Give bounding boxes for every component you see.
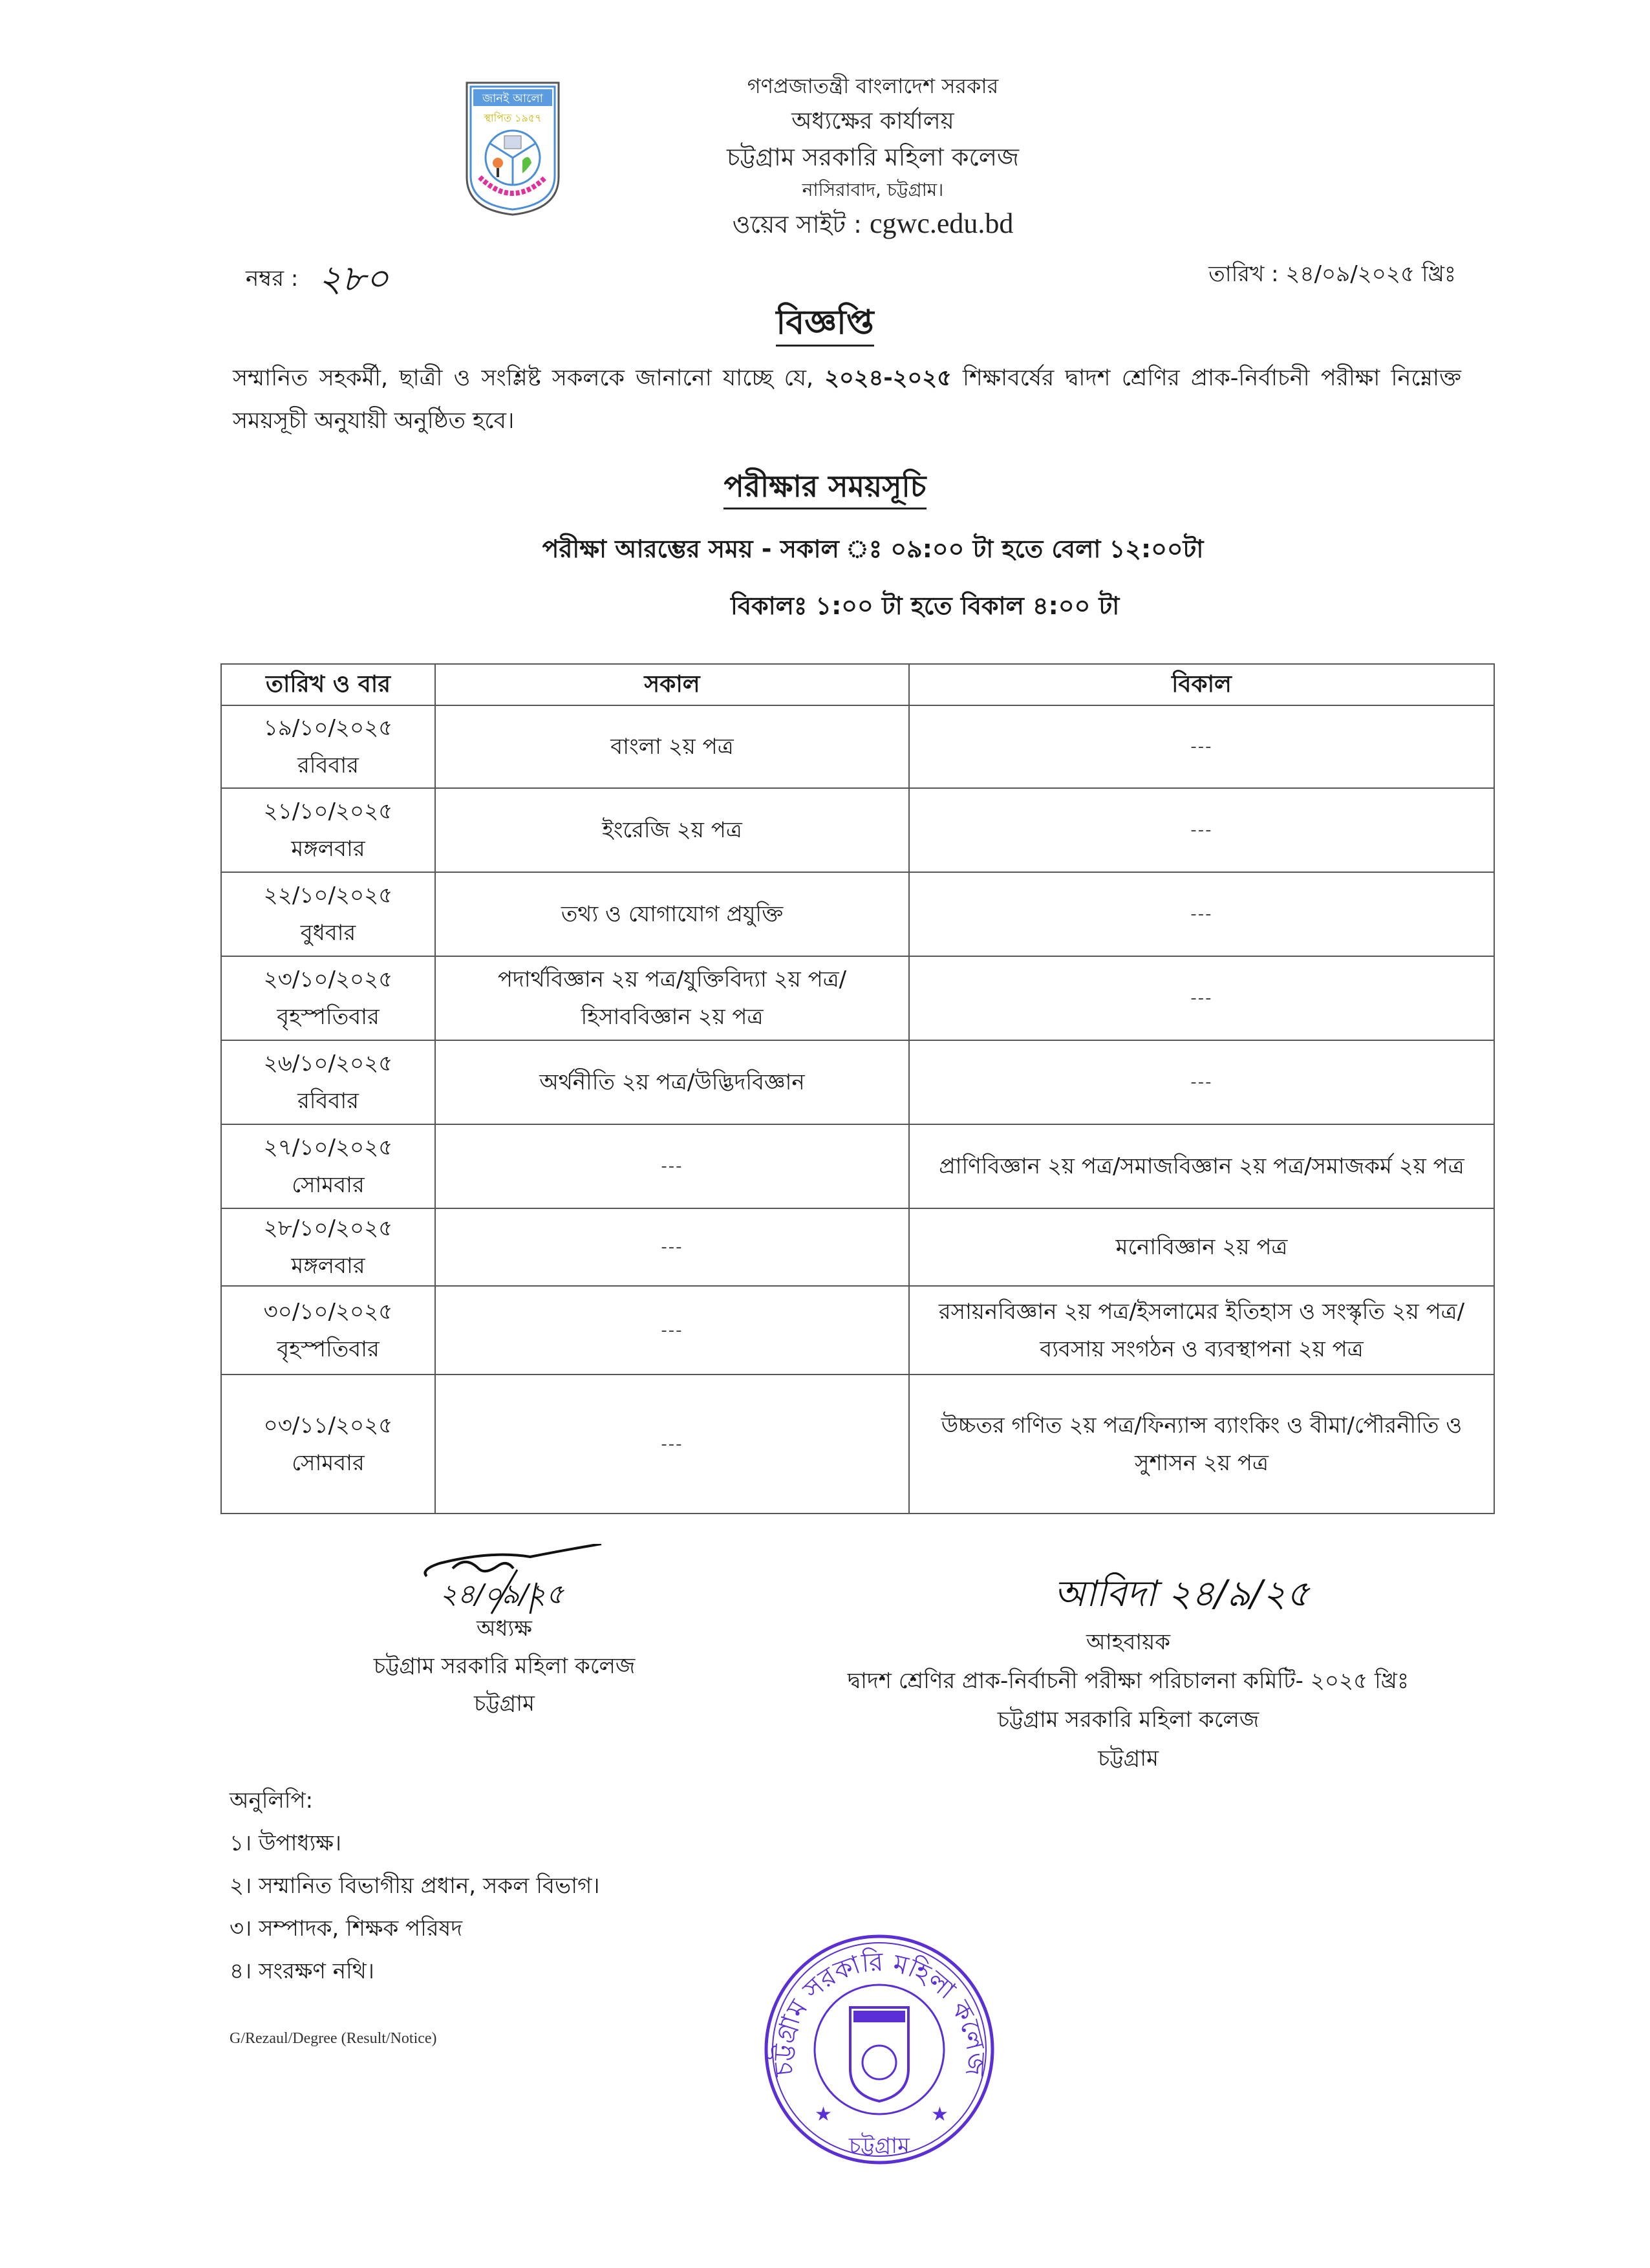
exam-day: বৃহস্পতিবার	[277, 1004, 380, 1030]
cell-morning-subject: পদার্থবিজ্ঞান ২য় পত্র/যুক্তিবিদ্যা ২য় পত্র/হিসাববিজ্ঞান ২য় পত্র	[435, 956, 909, 1040]
cc-item: ২। সম্মানিত বিভাগীয় প্রধান, সকল বিভাগ।	[230, 1873, 600, 1899]
cell-morning-subject: ---	[435, 1375, 909, 1514]
table-row	[221, 1208, 1494, 1286]
date-value: ২৪/০৯/২০২৫ খ্রিঃ	[1285, 261, 1456, 287]
convener-signature-text: আবিদা ২৪/৯/২৫	[1054, 1573, 1310, 1615]
exam-date: ২৮/১০/২০২৫	[263, 1215, 393, 1241]
cell-afternoon-subject: মনোবিজ্ঞান ২য় পত্র	[909, 1208, 1494, 1286]
table-row	[221, 1124, 1494, 1208]
table-row	[221, 956, 1494, 1040]
college-address: নাসিরাবাদ, চট্টগ্রাম।	[802, 179, 944, 200]
header-afternoon: বিকাল	[909, 664, 1494, 705]
principal-signature-block	[272, 1610, 737, 1722]
exam-date: ২৭/১০/২০২৫	[263, 1135, 393, 1161]
table-row	[221, 788, 1494, 872]
cc-item: ১। উপাধ্যক্ষ।	[230, 1830, 342, 1856]
cell-morning-subject: ---	[435, 1286, 909, 1375]
memo-label: নম্বর :	[246, 266, 306, 292]
convener-city: চট্টগ্রাম	[1098, 1746, 1159, 1771]
principal-signature-date: ২৪/০৯/২৫	[440, 1578, 564, 1610]
copy-distribution-list	[230, 1779, 600, 1993]
exam-day: সোমবার	[292, 1450, 365, 1476]
seal-text: চট্টগ্রাম সরকারি মহিলা কলেজ	[768, 1947, 991, 2078]
cell-morning-subject: তথ্য ও যোগাযোগ প্রযুক্তি	[435, 872, 909, 956]
table-header-row	[221, 664, 1494, 705]
cell-afternoon-subject: ---	[909, 1040, 1494, 1124]
cell-date-day	[221, 1375, 435, 1514]
exam-date: ৩০/১০/২০২৫	[263, 1298, 393, 1325]
cell-date-day	[221, 1208, 435, 1286]
morning-timing: পরীক্ষা আরম্ভের সময় - সকাল ঃ ০৯:০০ টা হতে বেলা ১২:০০টা	[542, 535, 1204, 563]
schedule-title: পরীক্ষার সময়সূচি	[0, 464, 1650, 513]
cell-date-day	[221, 1040, 435, 1124]
date-label: তারিখ :	[1208, 261, 1286, 287]
exam-date: ২২/১০/২০২৫	[263, 883, 393, 908]
convener-title: আহবায়ক	[1086, 1629, 1171, 1655]
seal-star-icon: ★	[931, 2103, 948, 2126]
convener-committee: দ্বাদশ শ্রেণির প্রাক-নির্বাচনী পরীক্ষা পরিচালনা কমিটি- ২০২৫ খ্রিঃ	[847, 1668, 1409, 1694]
cell-morning-subject: ---	[435, 1208, 909, 1286]
official-seal-stamp	[750, 1927, 1009, 2172]
file-reference: G/Rezaul/Degree (Result/Notice)	[230, 2030, 437, 2047]
table-row	[221, 1040, 1494, 1124]
exam-date: ০৩/১১/২০২৫	[263, 1412, 393, 1439]
header-date-day: তারিখ ও বার	[221, 664, 435, 705]
cell-afternoon-subject: ---	[909, 956, 1494, 1040]
principal-title: অধ্যক্ষ	[477, 1616, 532, 1642]
header-morning: সকাল	[435, 664, 909, 705]
cell-morning-subject: অর্থনীতি ২য় পত্র/উদ্ভিদবিজ্ঞান	[435, 1040, 909, 1124]
notice-body: সম্মানিত সহকর্মী, ছাত্রী ও সংশ্লিষ্ট সকলকে জানানো যাচ্ছে যে, ২০২৪-২০২৫ শিক্ষাবর্ষের দ্বাদশ শ্রেণির প্রাক-নির্বাচনী পরীক্ষা নিম্নোক্ত সময়সূচী অনুযায়ী অনুষ্ঠিত হবে।	[233, 365, 1461, 434]
cc-label: অনুলিপি:	[230, 1788, 314, 1813]
cell-afternoon-subject: ---	[909, 872, 1494, 956]
cell-morning-subject: বাংলা ২য় পত্র	[435, 705, 909, 788]
cell-date-day	[221, 956, 435, 1040]
exam-date: ২৩/১০/২০২৫	[263, 967, 393, 992]
exam-date: ২১/১০/২০২৫	[263, 798, 393, 824]
exam-date: ১৯/১০/২০২৫	[263, 715, 393, 741]
cell-date-day	[221, 872, 435, 956]
cell-afternoon-subject: রসায়নবিজ্ঞান ২য় পত্র/ইসলামের ইতিহাস ও সংস্কৃতি ২য় পত্র/ব্যবসায় সংগঠন ও ব্যবস্থাপনা ২য় পত্র	[909, 1286, 1494, 1375]
cell-date-day	[221, 705, 435, 788]
cell-morning-subject: ইংরেজি ২য় পত্র	[435, 788, 909, 872]
college-name: চট্টগ্রাম সরকারি মহিলা কলেজ	[726, 143, 1020, 171]
exam-day: সোমবার	[292, 1172, 365, 1198]
cell-afternoon-subject: উচ্চতর গণিত ২য় পত্র/ফিন্যান্স ব্যাংকিং ও বীমা/পৌরনীতি ও সুশাসন ২য় পত্র	[909, 1375, 1494, 1514]
cc-item: ৩। সম্পাদক, শিক্ষক পরিষদ	[230, 1916, 463, 1942]
exam-day: বুধবার	[300, 920, 356, 946]
exam-day: মঙ্গলবার	[291, 1253, 365, 1279]
cell-date-day	[221, 1124, 435, 1208]
table-row	[221, 872, 1494, 956]
table-row	[221, 1286, 1494, 1375]
notice-date	[1208, 257, 1456, 294]
convener-org: চট্টগ্রাম সরকারি মহিলা কলেজ	[997, 1707, 1259, 1733]
cell-afternoon-subject: প্রাণিবিজ্ঞান ২য় পত্র/সমাজবিজ্ঞান ২য় পত্র/সমাজকর্ম ২য় পত্র	[909, 1124, 1494, 1208]
convener-signature-block	[756, 1623, 1500, 1778]
cell-afternoon-subject: ---	[909, 705, 1494, 788]
exam-day: রবিবার	[297, 753, 359, 778]
website-line	[582, 206, 1164, 247]
exam-schedule-table	[220, 663, 1495, 1514]
exam-day: রবিবার	[297, 1088, 359, 1114]
government-name: গণপ্রজাতন্ত্রী বাংলাদেশ সরকার	[747, 74, 999, 98]
logo-established: স্থাপিত ১৯৫৭	[484, 112, 542, 124]
table-row	[221, 705, 1494, 788]
principal-signature	[414, 1544, 608, 1615]
cell-date-day	[221, 788, 435, 872]
website-link[interactable]: cgwc.edu.bd	[870, 208, 1014, 239]
college-crest-logo	[464, 80, 561, 217]
academic-session: ২০২৪-২০২৫	[824, 365, 952, 391]
cell-morning-subject: ---	[435, 1124, 909, 1208]
website-label: ওয়েব সাইট :	[732, 210, 870, 239]
exam-date: ২৬/১০/২০২৫	[263, 1051, 393, 1076]
exam-day: মঙ্গলবার	[291, 836, 365, 862]
principal-org: চট্টগ্রাম সরকারি মহিলা কলেজ	[373, 1653, 636, 1679]
principal-city: চট্টগ্রাম	[474, 1691, 535, 1717]
memo-number-value: ২৮০	[318, 258, 389, 300]
office-name: অধ্যক্ষের কার্যালয়	[791, 108, 954, 134]
notice-title: বিজ্ঞপ্তি	[0, 296, 1650, 352]
seal-bottom-text: চট্টগ্রাম	[849, 2133, 910, 2159]
logo-motto: জানই আলো	[482, 92, 544, 105]
afternoon-timing: বিকালঃ ১:০০ টা হতে বিকাল ৪:০০ টা	[731, 592, 1120, 620]
cell-date-day	[221, 1286, 435, 1375]
table-row	[221, 1375, 1494, 1514]
cell-afternoon-subject: ---	[909, 788, 1494, 872]
cc-item: ৪। সংরক্ষণ নথি।	[230, 1958, 374, 1984]
seal-star-icon: ★	[815, 2103, 832, 2126]
exam-day: বৃহস্পতিবার	[277, 1336, 380, 1362]
